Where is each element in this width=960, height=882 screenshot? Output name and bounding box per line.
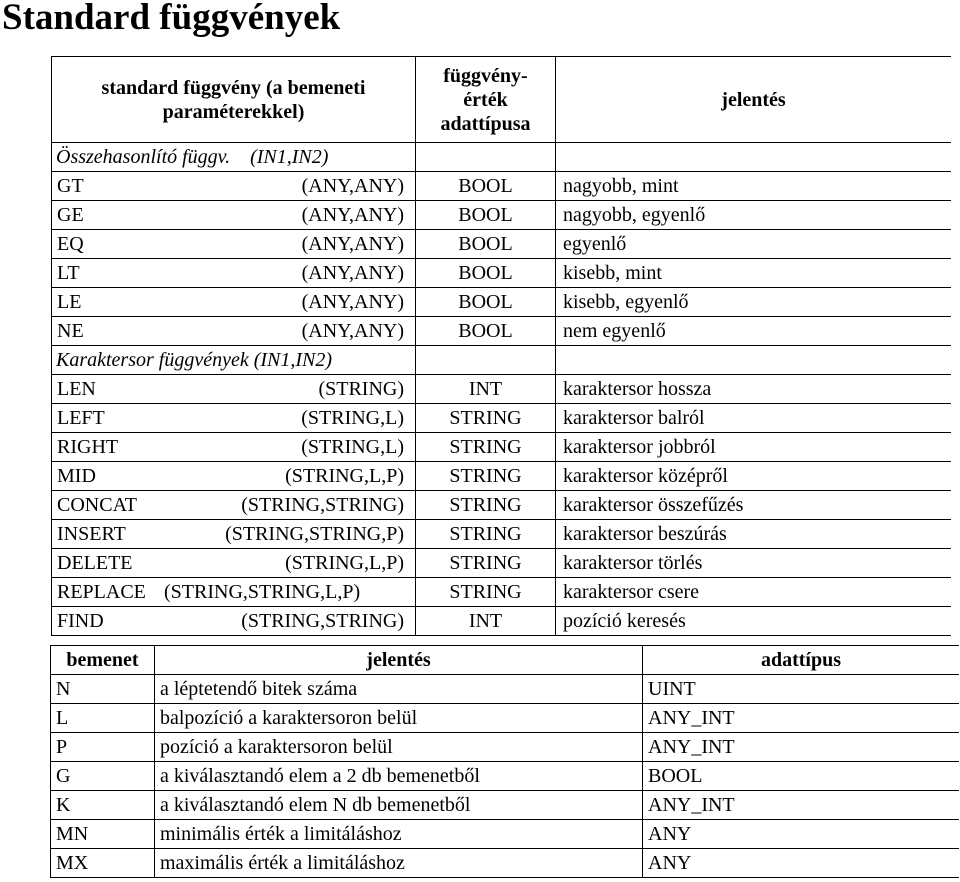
function-meaning: karaktersor balról (556, 404, 952, 433)
input-name: K (51, 791, 155, 820)
table-row (52, 462, 952, 491)
table-row (52, 259, 952, 288)
input-parameters-table (50, 645, 959, 878)
input-meaning: balpozíció a karaktersoron belül (155, 704, 643, 733)
table-row (51, 820, 960, 849)
function-meaning: nagyobb, egyenlő (556, 201, 952, 230)
input-data-type: ANY (643, 820, 960, 849)
page-title: Standard függvények (2, 0, 341, 38)
input-meaning: a kiválasztandó elem a 2 db bemenetből (155, 762, 643, 791)
table-row (52, 491, 952, 520)
function-name: NE (57, 320, 84, 342)
return-type: BOOL (416, 172, 556, 201)
return-type: STRING (416, 520, 556, 549)
function-args: (ANY,ANY) (301, 291, 404, 313)
input-data-type: ANY_INT (643, 704, 960, 733)
function-name: DELETE (57, 552, 133, 574)
function-args: (ANY,ANY) (301, 233, 404, 255)
function-meaning: karaktersor beszúrás (556, 520, 952, 549)
return-type: BOOL (416, 288, 556, 317)
function-args: (STRING,STRING,L,P) (164, 581, 361, 603)
input-data-type: ANY_INT (643, 733, 960, 762)
function-args: (STRING,L) (301, 436, 404, 458)
header-function-line2: paraméterekkel) (162, 100, 305, 123)
table-row (52, 172, 952, 201)
function-meaning: karaktersor csere (556, 578, 952, 607)
function-meaning: karaktersor középről (556, 462, 952, 491)
input-meaning: a kiválasztandó elem N db bemenetből (155, 791, 643, 820)
function-name: FIND (57, 610, 104, 632)
input-name: G (51, 762, 155, 791)
input-data-type: BOOL (643, 762, 960, 791)
function-name: LEN (57, 378, 96, 400)
header-input: bemenet (51, 646, 155, 675)
section-label: Karaktersor függvények (IN1,IN2) (52, 346, 416, 375)
function-cell (52, 433, 416, 462)
input-meaning: pozíció a karaktersoron belül (155, 733, 643, 762)
header-function-line1: standard függvény (a bemeneti (101, 76, 366, 99)
table-row (52, 317, 952, 346)
table-header-row (51, 646, 960, 675)
function-meaning: kisebb, mint (556, 259, 952, 288)
table-row (51, 849, 960, 878)
function-cell (52, 317, 416, 346)
function-args: (ANY,ANY) (301, 262, 404, 284)
function-args: (STRING,STRING,P) (225, 523, 404, 545)
return-type: BOOL (416, 259, 556, 288)
function-args: (STRING,STRING) (241, 610, 404, 632)
table-row (52, 201, 952, 230)
header-data-type: adattípus (643, 646, 960, 675)
function-name: REPLACE (57, 581, 146, 603)
table-header-row (52, 57, 952, 143)
input-data-type: ANY (643, 849, 960, 878)
section-row (52, 346, 952, 375)
header-meaning: jelentés (556, 57, 952, 143)
return-type: INT (416, 607, 556, 636)
table-row (51, 704, 960, 733)
input-meaning: a léptetendő bitek száma (155, 675, 643, 704)
section-row (52, 143, 952, 172)
function-cell (52, 549, 416, 578)
return-type: BOOL (416, 230, 556, 259)
table-row (51, 791, 960, 820)
table-row (52, 433, 952, 462)
input-name: N (51, 675, 155, 704)
table-row (51, 733, 960, 762)
return-type: STRING (416, 404, 556, 433)
function-cell (52, 201, 416, 230)
table-row (52, 404, 952, 433)
function-cell (52, 230, 416, 259)
function-name: GT (57, 175, 84, 197)
header-return-line1: függvény- (443, 64, 528, 87)
table-row (51, 675, 960, 704)
section-empty (556, 143, 952, 172)
function-args: (STRING,L,P) (285, 552, 404, 574)
function-name: MID (57, 465, 96, 487)
function-meaning: egyenlő (556, 230, 952, 259)
function-cell (52, 375, 416, 404)
function-cell (52, 288, 416, 317)
return-type: BOOL (416, 317, 556, 346)
function-name: LT (57, 262, 80, 284)
function-name: EQ (57, 233, 84, 255)
section-empty (416, 143, 556, 172)
return-type: STRING (416, 549, 556, 578)
table-row (51, 762, 960, 791)
header-return-line3: adattípusa (440, 112, 531, 135)
function-cell (52, 172, 416, 201)
function-name: RIGHT (57, 436, 119, 458)
function-meaning: pozíció keresés (556, 607, 952, 636)
function-name: INSERT (57, 523, 126, 545)
input-name: P (51, 733, 155, 762)
table-row (52, 520, 952, 549)
function-cell (52, 520, 416, 549)
input-data-type: ANY_INT (643, 791, 960, 820)
input-name: MX (51, 849, 155, 878)
function-args: (ANY,ANY) (301, 204, 404, 226)
function-args: (STRING,L,P) (285, 465, 404, 487)
function-name: LE (57, 291, 82, 313)
return-type: STRING (416, 491, 556, 520)
function-name: CONCAT (57, 494, 138, 516)
input-meaning: minimális érték a limitáláshoz (155, 820, 643, 849)
table-row (52, 230, 952, 259)
function-cell (52, 462, 416, 491)
return-type: BOOL (416, 201, 556, 230)
function-cell (52, 404, 416, 433)
function-args: (STRING,L) (301, 407, 404, 429)
table-row (52, 288, 952, 317)
return-type: INT (416, 375, 556, 404)
standard-functions-table (51, 56, 951, 636)
function-meaning: nagyobb, mint (556, 172, 952, 201)
function-meaning: karaktersor jobbról (556, 433, 952, 462)
function-cell (52, 491, 416, 520)
header-function (52, 57, 416, 143)
function-name: LEFT (57, 407, 105, 429)
function-meaning: karaktersor törlés (556, 549, 952, 578)
section-empty (416, 346, 556, 375)
function-args: (ANY,ANY) (301, 175, 404, 197)
function-meaning: karaktersor hossza (556, 375, 952, 404)
function-name: GE (57, 204, 84, 226)
function-meaning: karaktersor összefűzés (556, 491, 952, 520)
section-label: Összehasonlító függv. (IN1,IN2) (52, 143, 416, 172)
header-meaning: jelentés (155, 646, 643, 675)
header-return-type (416, 57, 556, 143)
table-row (52, 578, 952, 607)
return-type: STRING (416, 433, 556, 462)
function-cell (52, 607, 416, 636)
function-meaning: nem egyenlő (556, 317, 952, 346)
function-args: (STRING,STRING) (241, 494, 404, 516)
input-name: L (51, 704, 155, 733)
function-meaning: kisebb, egyenlő (556, 288, 952, 317)
input-meaning: maximális érték a limitáláshoz (155, 849, 643, 878)
function-cell (52, 259, 416, 288)
input-name: MN (51, 820, 155, 849)
return-type: STRING (416, 462, 556, 491)
function-args: (STRING) (318, 378, 404, 400)
header-return-line2: érték (463, 88, 508, 111)
table-row (52, 375, 952, 404)
table-row (52, 607, 952, 636)
section-empty (556, 346, 952, 375)
input-data-type: UINT (643, 675, 960, 704)
function-args: (ANY,ANY) (301, 320, 404, 342)
table-row (52, 549, 952, 578)
function-cell (52, 578, 416, 607)
return-type: STRING (416, 578, 556, 607)
